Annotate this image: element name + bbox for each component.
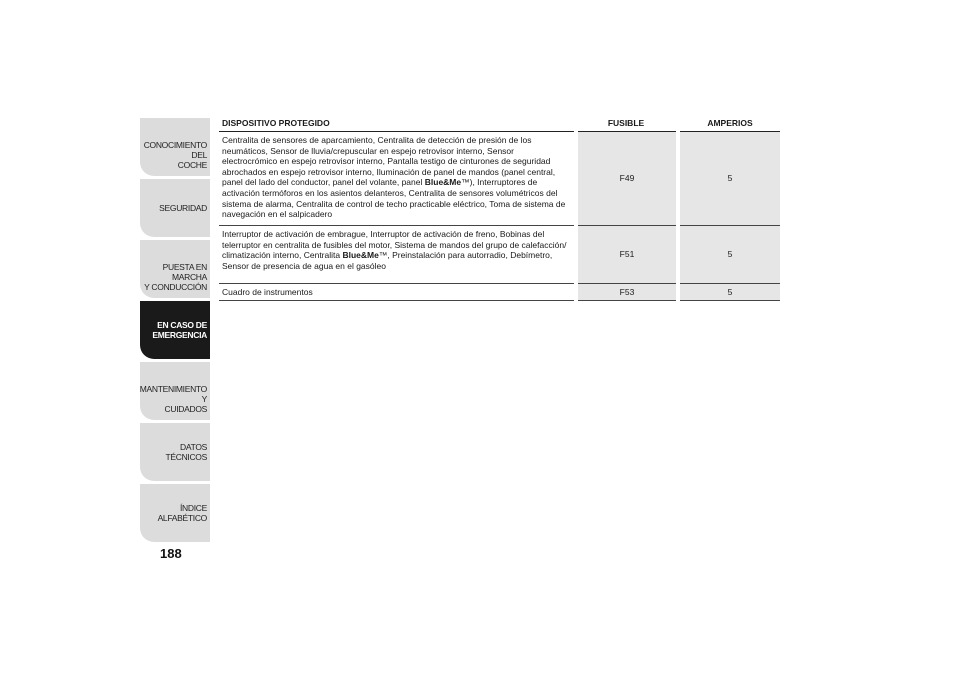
description-text: Interruptor de activación de embrague, Interruptor de activación de freno, Bobinas del telerruptor en centralita de fusibles del motor, Sistema de mandos del grupo de calefacción/ climatización interno, Centralita (222, 229, 567, 261)
tab-mantenimiento-y-cuidados[interactable]: MANTENIMIENTO Y CUIDADOS (140, 362, 210, 420)
page-number: 188 (160, 546, 182, 561)
header-amps: AMPERIOS (678, 116, 780, 132)
amps-cell: 5 (678, 132, 780, 226)
tab-datos-tecnicos[interactable]: DATOS TÉCNICOS (140, 423, 210, 481)
description-text: Centralita de sensores de aparcamiento, Centralita de detección de presión de los neumáticos, Sensor de lluvia/crepuscular en espejo retrovisor interno, Sensor electrocrómico en espejo retrovisor interno, Pantalla testigo de cinturones de seguridad abrochados en espejo retrovisor interno, Iluminación de panel de mandos (panel central, panel del lado del conductor, panel del volante, panel (222, 135, 556, 188)
fuse-cell: F53 (576, 284, 678, 301)
header-fuse: FUSIBLE (576, 116, 678, 132)
tab-conocimiento-del-coche[interactable]: CONOCIMIENTO DEL COCHE (140, 118, 210, 176)
description-text: Cuadro de instrumentos (222, 287, 313, 297)
table-row (219, 284, 780, 301)
table-row (219, 226, 780, 284)
tab-puesta-en-marcha[interactable]: PUESTA EN MARCHA Y CONDUCCIÓN (140, 240, 210, 298)
fuse-cell: F51 (576, 226, 678, 284)
brand-name: Blue&Me (342, 250, 379, 261)
amps-cell: 5 (678, 284, 780, 301)
device-description (219, 132, 576, 226)
table-header-row (219, 116, 780, 132)
description-text-cont: ™), Interruptores de activación termóforos en los asientos delanteros, Centralita de sensores volumétricos del sistema de alarma, Centralita de control de techo practicable eléctrico, Toma de sistema de navegación en el salpicadero (222, 177, 566, 220)
fuse-table (219, 116, 780, 301)
device-description (219, 226, 576, 284)
tab-en-caso-de-emergencia[interactable]: EN CASO DE EMERGENCIA (140, 301, 210, 359)
brand-name: Blue&Me (424, 177, 462, 188)
device-description (219, 284, 576, 301)
description-text-cont: ™, Preinstalación para autorradio, Debímetro, Sensor de presencia de agua en el gasóleo (222, 250, 553, 271)
amps-cell: 5 (678, 226, 780, 284)
tab-seguridad[interactable]: SEGURIDAD (140, 179, 210, 237)
tab-indice-alfabetico[interactable]: ÍNDICE ALFABÉTICO (140, 484, 210, 542)
table-row (219, 132, 780, 226)
header-device: DISPOSITIVO PROTEGIDO (219, 116, 576, 132)
fuse-cell: F49 (576, 132, 678, 226)
